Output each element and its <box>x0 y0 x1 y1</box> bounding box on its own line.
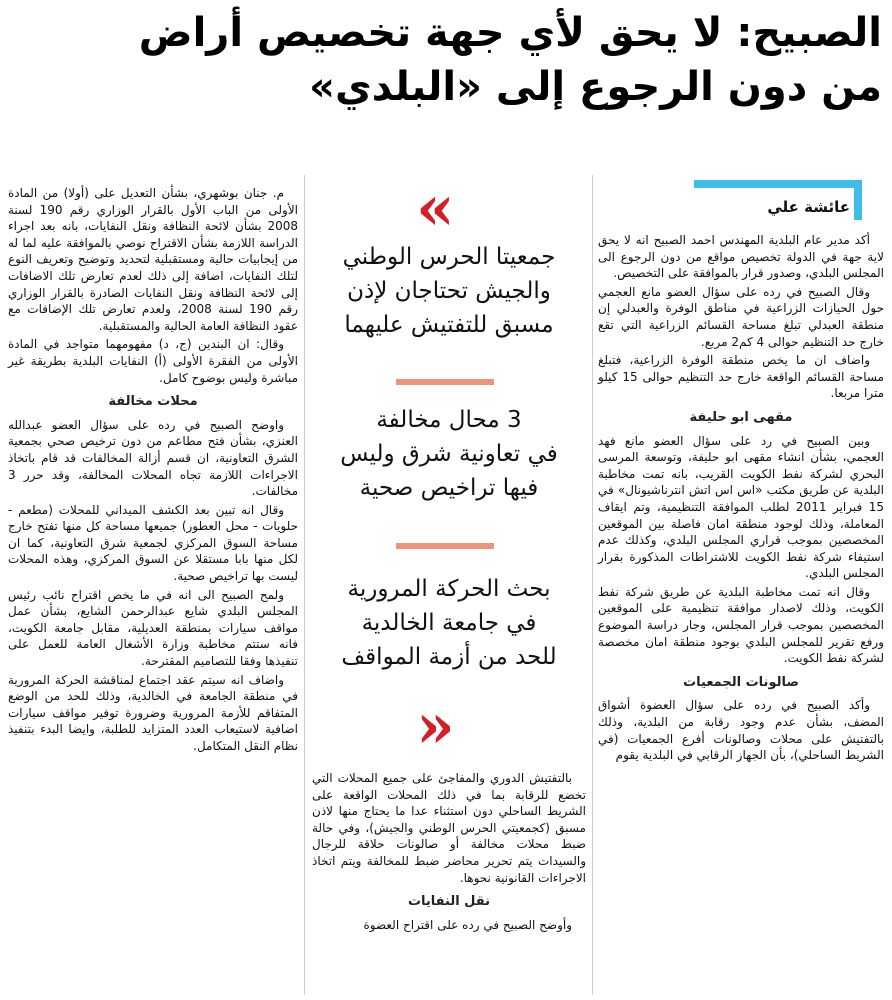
subheading: مقهى ابو حليفة <box>689 409 793 425</box>
paragraph: بالتفتيش الدوري والمفاجئ على جميع المحلات التي تخضع للرقابة بما في ذلك المحلات الواقعة على الشريط الساحلي دون استثناء عدا ما يحتاج منها لاذن مسبق (كجمعيتي الحرس الوطني والجيش)، وفي حالة ضبط محلات مخالفة أو صالونات حلاقة للرجال والسيدات يتم تحرير محاضر ضبط للمخالفة ويتم اتخاذ الاجراءات القانونية نحوها. <box>312 771 586 885</box>
subheading: محلات مخالفة <box>108 394 198 410</box>
paragraph: واضاف ان ما يخص منطقة الوفرة الزراعية، فتبلغ مساحة القسائم الواقعة خارج حد التنظيم حوالى 15 كيلو مترا مربعا. <box>598 353 884 401</box>
pull-quote-3: بحث الحركة المرورية في جامعة الخالدية للحد من أزمة المواقف <box>341 576 557 670</box>
subheading: صالونات الجمعيات <box>683 674 799 690</box>
divider <box>396 379 494 385</box>
paragraph: وقال: ان البندين (ج، د) مفهومهما متواجد في المادة الأولى من الفقرة الأولى (أ) النفايات البلدية بطريقة غير مباشرة وليس بوضوح كامل. <box>8 337 298 385</box>
paragraph: م. جنان بوشهري، بشأن التعديل على (أولا) من المادة الأولى من الباب الأول بالقرار الوزاري رقم 190 لسنة 2008 بشأن لائحة النظافة ونقل النفايات، بانه بعد اجراء الدراسة اللازمة بشأن الاقتراح نوصي بالموافقة عليه لما له من إيجابيات حالية ومستقبلية لتحديد وتوضيح وتعريف النوع لتلك النفايات، اضافة إلى ذلك لعدم تعارض تلك الاضافات إلى لائحة النظافة ونقل النفايات الصادرة بالقرار الوزاري رقم 190 لسنة 2008، ولعدم تعارض تلك الإضافات مع عقود النظافة العامة الحالية والمستقبلية. <box>8 186 298 333</box>
article-column-right <box>598 232 884 766</box>
paragraph: أكد مدير عام البلدية المهندس احمد الصبيح انه لا يحق لاية جهة في الدولة تخصيص مواقع من دون الرجوع الى المجلس البلدي، وصدور قرار بالموافقة على التخصيص. <box>598 233 884 281</box>
divider <box>396 543 494 549</box>
pull-quote-1: جمعيتا الحرس الوطني والجيش تحتاجان لإذن مسبق للتفتيش عليهما <box>342 244 556 338</box>
subheading: نقل النفايات <box>407 894 491 910</box>
article-column-middle <box>312 770 586 935</box>
column-rule-right <box>592 175 593 995</box>
paragraph: وقال انه تبين بعد الكشف الميداني للمحلات (مطعم - حلويات - محل العطور) جميعها مساحة كل منها تفتح خارج مساحة السوق المركزي لجمعية شرق التعاونية، كما ان لكل منها بابا مستقلا عن السوق المركزي، وهذه المحلات ليست بها تراخيص صحية. <box>8 502 298 584</box>
byline: عائشة علي <box>767 198 850 216</box>
paragraph: وبين الصبيح في رد على سؤال العضو مانع فهد العجمي، بشأن انشاء مقهى ابو حليفة، وتوسعة المرسى البحري لشركة نفط الكويت القريب، بانه تمت مخاطبة البلدية عن طريق مكتب «اس اس اتش انترناشيونال» في 15 فبراير 2011 لطلب الموافقة التنظيمية، وتم ايقاف المعاملة، وذلك لوجود منطقة امان فاصلة بين الموقعين المخصصين بموجب قراري المجلس البلدي، وكذلك عدم استيفاء شركة نفط الكويت للاشتراطات المذكورة بقرار المجلس البلدي. <box>598 433 884 581</box>
column-rule-left <box>304 175 305 995</box>
headline-line-2: من دون الرجوع إلى «البلدي» <box>309 64 882 110</box>
quote-mark-icon: « <box>416 689 455 762</box>
paragraph: واضاف انه سيتم عقد اجتماع لمناقشة الحركة المرورية في منطقة الجامعة في الخالدية، وذلك للحد من الوضع المتفاقم للأزمة المرورية وضرورة توفير مواقف سيارات اضافية لاستيعاب العدد المتزايد للطلبة، وايضا البدء بتنفيذ نظام النقل المتكامل. <box>8 672 298 753</box>
paragraph: ولمح الصبيح الى انه في ما يخص اقتراح نائب رئيس المجلس البلدي شايع عبدالرحمن الشايع، بشأن عمل مواقف سيارات بمنطقة العديلية، مقابل جامعة الكويت، فانه ستتم مخاطبة وزارة الأشغال العامة للعمل على تنفيذها وفقا للتصاميم المقترحة. <box>8 587 298 669</box>
quote-mark-icon: » <box>416 171 455 244</box>
paragraph: واوضح الصبيح في رده على سؤال العضو عبدالله العنزي، بشأن فتح مطاعم من دون ترخيص صحي بجمعية الشرق التعاونية، ان قسم أزالة المخالفات قد قام باتخاذ الاجراءات اللازمة تجاه المحلات المخالفة، وقد حرر 3 مخالفات. <box>8 417 298 499</box>
headline <box>10 6 882 114</box>
paragraph: وأكد الصبيح في رده على سؤال العضوة أشواق المضف، بشأن عدم وجود رقابة من البلدية، وذلك بالتفتيش على محلات وصالونات أفرع الجمعيات (في الشريط الساحلي)، بأن الجهاز الرقابي في البلدية يقوم <box>598 698 884 763</box>
paragraph: وقال الصبيح في رده على سؤال العضو مانع العجمي حول الحيازات الزراعية في مناطق الوفرة والعبدلي إن منطقة العبدلي تبلغ مساحة القسائم الزراعية التي تقع خارج حد التنظيم حوالى 4 كم2 مربع. <box>598 284 884 349</box>
pull-quote-2: 3 محال مخالفة في تعاونية شرق وليس فيها تراخيص صحية <box>340 407 558 501</box>
paragraph: وقال انه تمت مخاطبة البلدية عن طريق شركة نفط الكويت، وذلك لاصدار موافقة تنظيمية على الموقعين المخصصين بموجب قرار المجلس، وجار دراسة الموضوع ورفع تقرير للمجلس البلدي بوجود منطقة امان مخصصة لشركة نفط الكويت. <box>598 584 884 666</box>
headline-line-1: الصبيح: لا يحق لأي جهة تخصيص أراض <box>138 10 882 56</box>
paragraph: وأوضح الصبيح في رده على اقتراح العضوة <box>363 917 572 932</box>
article-column-left <box>8 185 298 757</box>
